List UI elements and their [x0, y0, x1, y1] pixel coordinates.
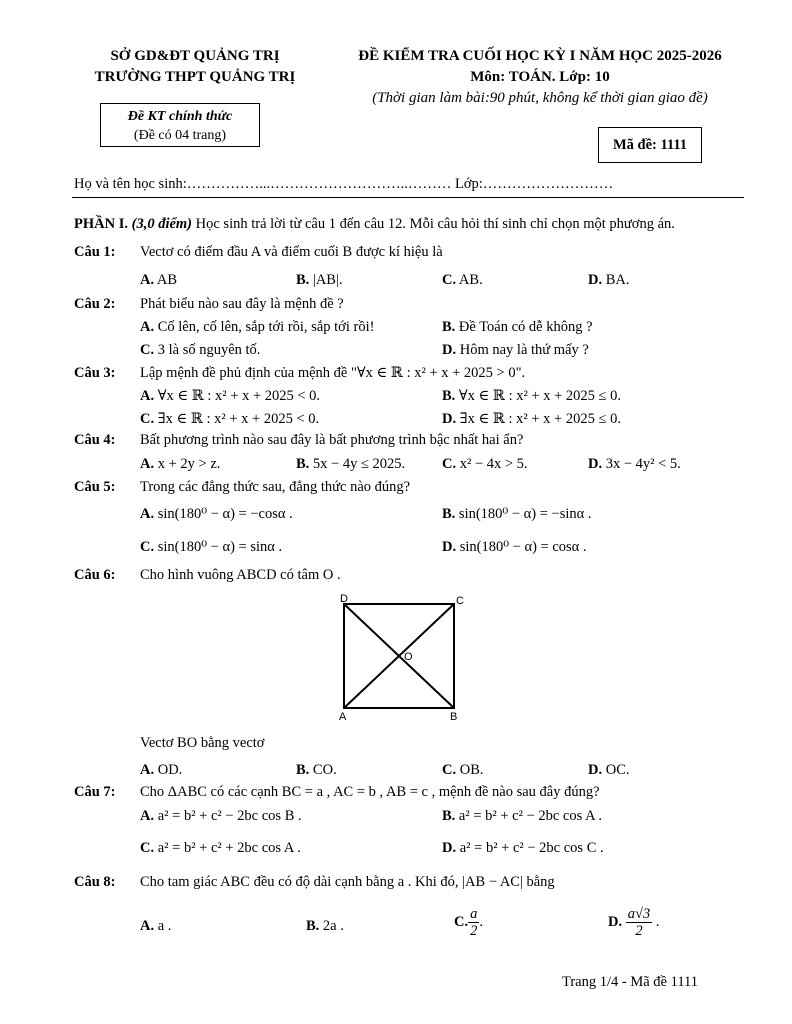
q8-option-b[interactable]: B. 2a . [306, 918, 344, 934]
question-text: Cho tam giác ABC đều có độ dài cạnh bằng a . Khi đó, |AB − AC| bằng [140, 874, 555, 890]
q4-option-b[interactable]: B. 5x − 4y ≤ 2025. [296, 456, 406, 472]
exam-time-note: (Thời gian làm bài:90 phút, không kể thời gian giao đề) [372, 90, 708, 106]
q4-option-a[interactable]: A. x + 2y > z. [140, 456, 221, 472]
q5-option-c[interactable]: C. sin(180⁰ − α) = sinα . [140, 539, 283, 555]
question-text: Lập mệnh đề phủ định của mệnh đề "∀x ∈ ℝ : x² + x + 2025 > 0". [140, 365, 526, 381]
department-name: SỞ GD&ĐT QUẢNG TRỊ [110, 48, 280, 64]
q3-option-b[interactable]: B. ∀x ∈ ℝ : x² + x + 2025 ≤ 0. [442, 388, 622, 404]
question-text: Phát biểu nào sau đây là mệnh đề ? [140, 296, 344, 312]
question-7 [74, 784, 600, 801]
q8-option-c[interactable]: C. $\frac{a}{2}$ . [454, 906, 483, 939]
question-4 [74, 432, 524, 449]
q5-option-a[interactable]: A. sin(180⁰ − α) = −cosα . [140, 506, 293, 522]
q4-option-d[interactable]: D. 3x − 4y² < 5. [588, 456, 681, 472]
question-3 [74, 365, 526, 382]
header-divider [72, 197, 744, 198]
question-2 [74, 296, 344, 313]
q3-option-a[interactable]: A. ∀x ∈ ℝ : x² + x + 2025 < 0. [140, 388, 321, 404]
q8-option-c-fraction [468, 906, 479, 939]
vertex-label-a: A [339, 711, 347, 723]
question-text: Trong các đẳng thức sau, đẳng thức nào đúng? [140, 479, 411, 495]
part1-title: PHẦN I. [74, 216, 128, 232]
q7-option-b[interactable]: B. a² = b² + c² − 2bc cos A . [442, 808, 603, 824]
q2-option-c[interactable]: C. 3 là số nguyên tố. [140, 342, 261, 358]
q7-option-a[interactable]: A. a² = b² + c² − 2bc cos B . [140, 808, 302, 824]
question-5 [74, 479, 411, 496]
part1-instructions: Học sinh trả lời từ câu 1 đến câu 12. Mỗi câu hỏi thí sinh chỉ chọn một phương án. [192, 216, 675, 232]
header-left [60, 46, 330, 88]
q1-option-b[interactable]: B. |AB|. [296, 272, 343, 288]
q1-option-d[interactable]: D. BA. [588, 272, 630, 288]
fraction-denominator: 2 [635, 923, 643, 939]
center-label-o: O [404, 651, 413, 663]
square-figure [330, 590, 470, 726]
fraction-numerator: a [470, 906, 478, 922]
q3-option-d[interactable]: D. ∃x ∈ ℝ : x² + x + 2025 ≤ 0. [442, 411, 621, 427]
official-box [100, 103, 260, 147]
question-6 [74, 567, 341, 584]
q6-option-b[interactable]: B. CO. [296, 762, 337, 778]
q6-option-c[interactable]: C. OB. [442, 762, 484, 778]
official-label: Đề KT chính thức [127, 109, 233, 124]
question-text: Bất phương trình nào sau đây là bất phương trình bậc nhất hai ẩn? [140, 432, 524, 448]
q6-option-a[interactable]: A. OD. [140, 762, 183, 778]
vertex-label-d: D [340, 593, 348, 605]
exam-code-box: Mã đề: 1111 [598, 127, 702, 163]
header-right [330, 46, 750, 109]
q7-option-d[interactable]: D. a² = b² + c² − 2bc cos C . [442, 840, 604, 856]
school-name: TRƯỜNG THPT QUẢNG TRỊ [94, 69, 296, 85]
page-footer: Trang 1/4 - Mã đề 1111 [562, 974, 698, 990]
q1-option-c[interactable]: C. AB. [442, 272, 483, 288]
q8-option-d[interactable]: D. $\frac{a√3}{2}$ . [608, 906, 660, 939]
question-label: Câu 2: [74, 296, 116, 312]
question-label: Câu 6: [74, 567, 116, 583]
q8-option-d-fraction [626, 906, 652, 939]
question-text: Vectơ có điểm đầu A và điểm cuối B được kí hiệu là [140, 244, 443, 260]
question-text: Cho ΔABC có các cạnh BC = a , AC = b , AB = c , mệnh đề nào sau đây đúng? [140, 784, 600, 800]
q1-option-a[interactable]: A. AB [140, 272, 178, 288]
part1-points: (3,0 điểm) [131, 216, 193, 232]
q4-option-c[interactable]: C. x² − 4x > 5. [442, 456, 528, 472]
q5-option-b[interactable]: B. sin(180⁰ − α) = −sinα . [442, 506, 592, 522]
q7-option-c[interactable]: C. a² = b² + c² + 2bc cos A . [140, 840, 301, 856]
exam-title: ĐỀ KIỂM TRA CUỐI HỌC KỲ I NĂM HỌC 2025-2026 [358, 48, 722, 64]
q6-option-d[interactable]: D. OC. [588, 762, 630, 778]
question-label: Câu 8: [74, 874, 116, 890]
page-count-note: (Đề có 04 trang) [133, 128, 227, 143]
question-label: Câu 1: [74, 244, 116, 260]
exam-subject: Môn: TOÁN. Lớp: 10 [470, 69, 610, 85]
question-label: Câu 5: [74, 479, 116, 495]
q5-option-d[interactable]: D. sin(180⁰ − α) = cosα . [442, 539, 587, 555]
q6-subprompt: Vectơ BO bằng vectơ [140, 735, 265, 751]
q2-option-a[interactable]: A. Cố lên, cố lên, sắp tới rồi, sắp tới rồi! [140, 319, 375, 335]
vertex-label-c: C [456, 595, 464, 607]
question-label: Câu 7: [74, 784, 116, 800]
student-info-line: Họ và tên học sinh:……………...………………………..……… Lớp:……………………… [74, 176, 614, 192]
q2-option-b[interactable]: B. Đề Toán có dễ không ? [442, 319, 593, 335]
q3-option-c[interactable]: C. ∃x ∈ ℝ : x² + x + 2025 < 0. [140, 411, 320, 427]
q8-option-a[interactable]: A. a . [140, 918, 172, 934]
question-8 [74, 874, 555, 891]
part1-heading [74, 216, 675, 233]
fraction-numerator: a√3 [627, 906, 651, 922]
question-text: Cho hình vuông ABCD có tâm O . [140, 567, 341, 583]
q8-option-d-label: D. [608, 913, 623, 930]
q2-option-d[interactable]: D. Hôm nay là thứ mấy ? [442, 342, 589, 358]
q8-option-c-label: C. [454, 913, 469, 930]
question-label: Câu 4: [74, 432, 116, 448]
question-label: Câu 3: [74, 365, 116, 381]
vertex-label-b: B [450, 711, 458, 723]
fraction-denominator: 2 [470, 923, 478, 939]
question-1 [74, 244, 443, 261]
